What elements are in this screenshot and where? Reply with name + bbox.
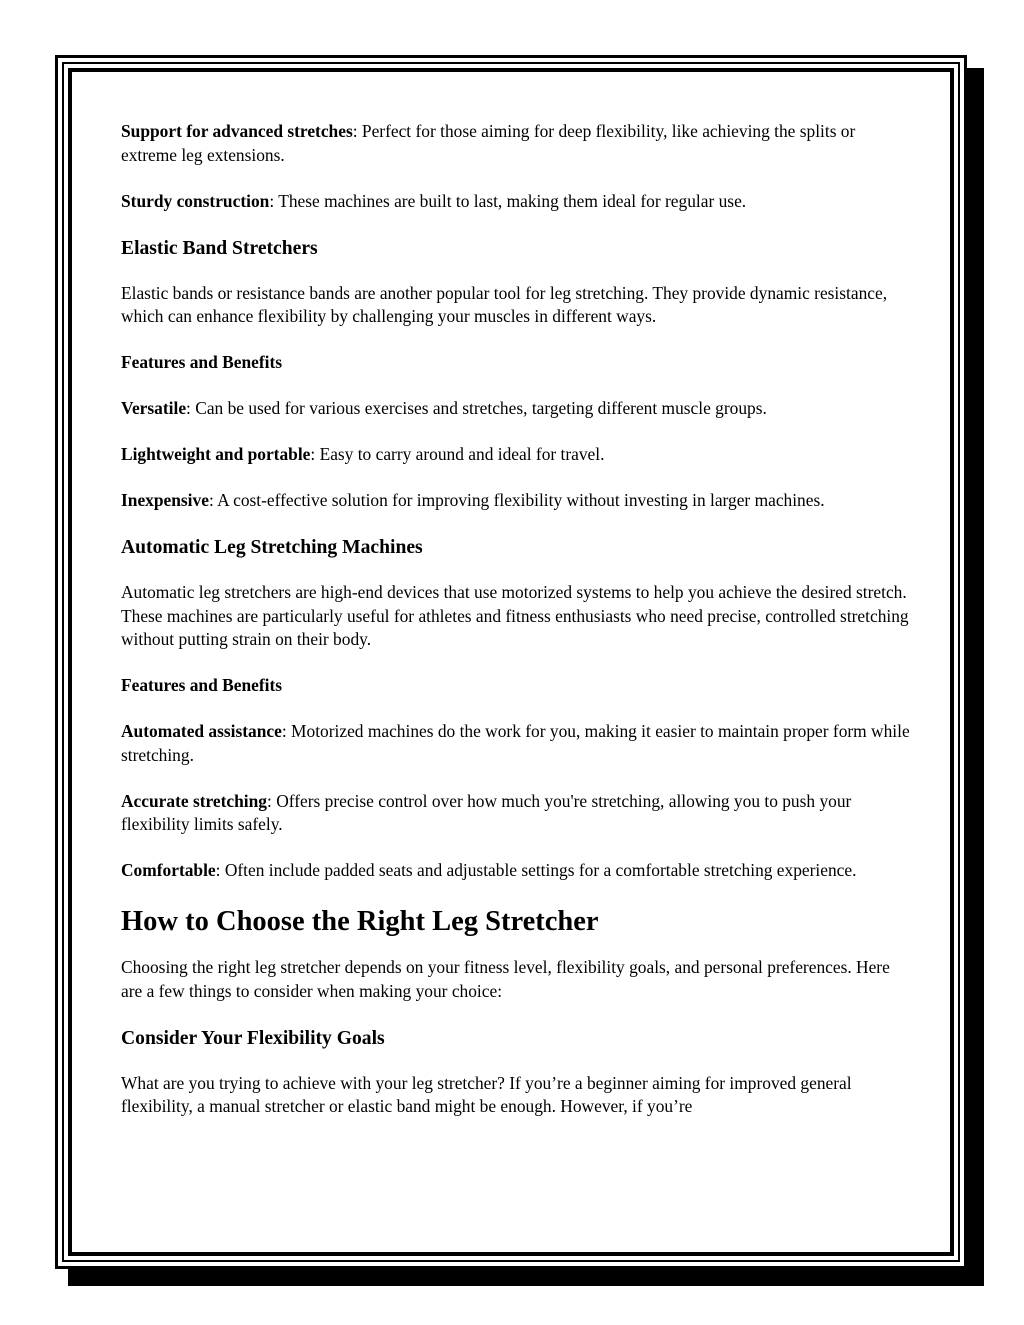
paragraph-flexibility-goals: What are you trying to achieve with your leg stretcher? If you’re a beginner aiming for improved general flexibility, a manual stretcher or elastic band might be enough. However, if you’re <box>121 1072 852 1116</box>
feature-lightweight-portable: Lightweight and portable: Easy to carry around and ideal for travel. <box>121 444 605 464</box>
document-body <box>121 120 911 1141</box>
paragraph-automatic-stretchers: Automatic leg stretchers are high-end devices that use motorized systems to help you achieve the desired stretch. These machines are particularly useful for athletes and fitness enthusiasts who need precise, controlled stretching without putting strain on their body. <box>121 582 909 649</box>
heading-features-benefits-elastic: Features and Benefits <box>121 352 283 372</box>
heading-flexibility-goals: Consider Your Flexibility Goals <box>121 1027 385 1049</box>
feature-versatile: Versatile: Can be used for various exercises and stretches, targeting different muscle groups. <box>121 398 767 418</box>
heading-how-to-choose: How to Choose the Right Leg Stretcher <box>121 906 599 937</box>
feature-comfortable: Comfortable: Often include padded seats and adjustable settings for a comfortable stretching experience. <box>121 860 857 880</box>
feature-support-advanced-stretches: Support for advanced stretches: Perfect for those aiming for deep flexibility, like achieving the splits or extreme leg extensions. <box>121 121 856 165</box>
feature-sturdy-construction: Sturdy construction: These machines are built to last, making them ideal for regular use. <box>121 190 747 211</box>
heading-features-benefits-automatic: Features and Benefits <box>121 675 283 695</box>
feature-inexpensive: Inexpensive: A cost-effective solution for improving flexibility without investing in larger machines. <box>121 490 825 510</box>
heading-automatic-leg-stretching-machines: Automatic Leg Stretching Machines <box>121 537 423 558</box>
feature-accurate-stretching: Accurate stretching: Offers precise control over how much you're stretching, allowing you to push your flexibility limits safely. <box>121 790 852 834</box>
feature-automated-assistance: Automated assistance: Motorized machines do the work for you, making it easier to maintain proper form while stretching. <box>121 721 910 765</box>
heading-elastic-band-stretchers: Elastic Band Stretchers <box>121 237 318 259</box>
paragraph-choosing: Choosing the right leg stretcher depends on your fitness level, flexibility goals, and personal preferences. Here are a few things to consider when making your choice: <box>121 957 890 1001</box>
paragraph-elastic-bands: Elastic bands or resistance bands are another popular tool for leg stretching. They provide dynamic resistance, which can enhance flexibility by challenging your muscles in different ways. <box>121 282 888 326</box>
